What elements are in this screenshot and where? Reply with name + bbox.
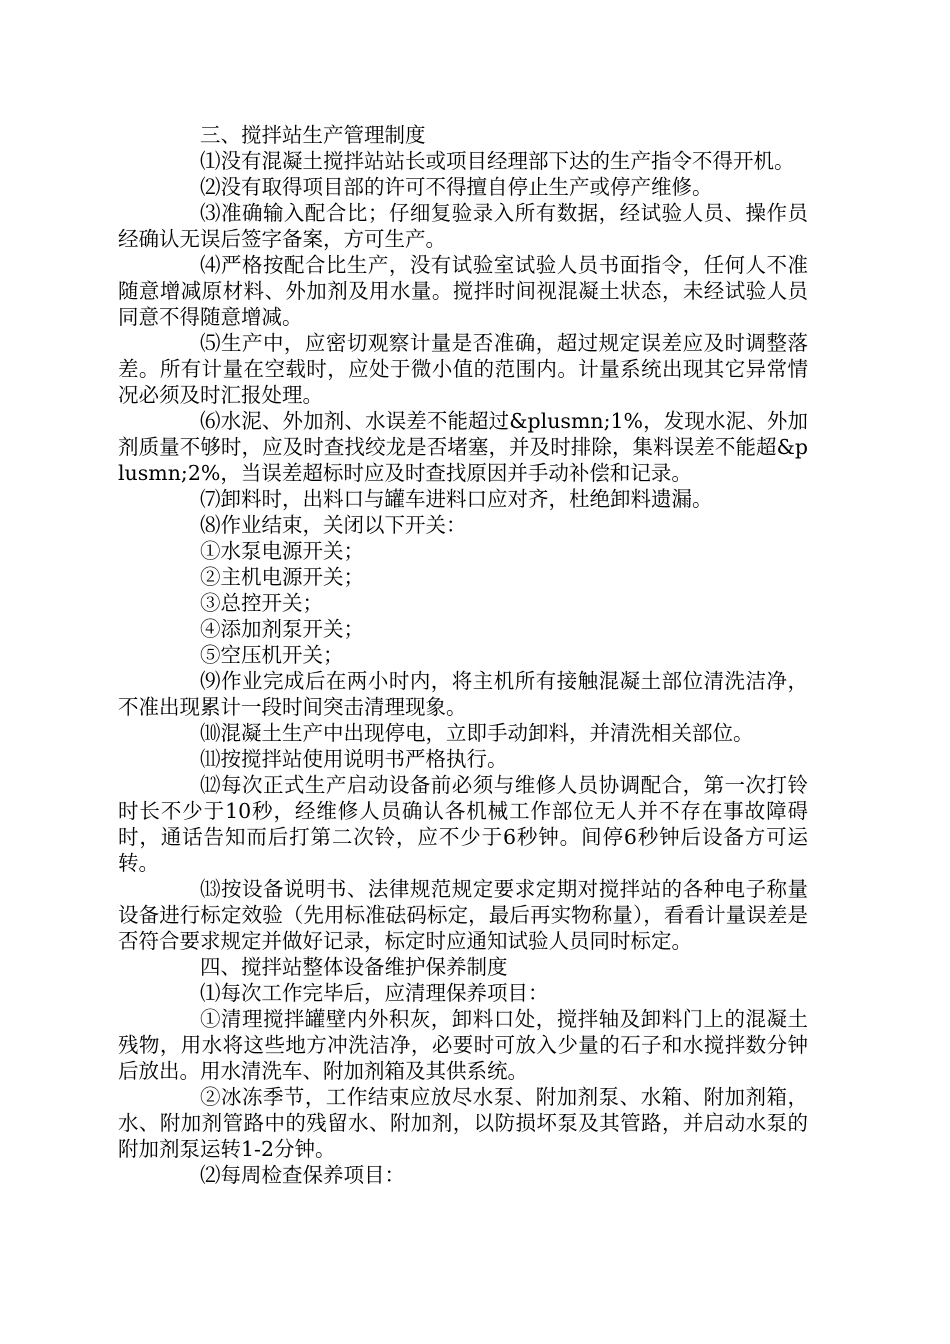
- paragraph: ⑿每次正式生产启动设备前必须与维修人员协调配合，第一次打铃时长不少于10秒，经维修人员确认各机械工作部位无人并不存在事故障碍时，通话告知而后打第二次铃，应不少于6秒钟。间停6秒钟后设备方可运转。: [118, 773, 808, 875]
- section-heading: 三、搅拌站生产管理制度: [200, 123, 426, 147]
- paragraph: ⑻作业结束，关闭以下开关：: [200, 513, 467, 537]
- paragraph: ⑾按搅拌站使用说明书严格执行。: [200, 747, 508, 771]
- section-heading: 四、搅拌站整体设备维护保养制度: [200, 955, 508, 979]
- paragraph: ⑽混凝土生产中出现停电，立即手动卸料，并清洗相关部位。: [200, 721, 754, 745]
- paragraph: ⑷严格按配合比生产，没有试验室试验人员书面指令，任何人不准随意增减原材料、外加剂及用水量。搅拌时间视混凝土状态，未经试验人员同意不得随意增减。: [118, 253, 808, 329]
- paragraph: ⑹水泥、外加剂、水误差不能超过&plusmn;1%，发现水泥、外加剂质量不够时，应及时查找绞龙是否堵塞，并及时排除，集料误差不能超&plusmn;2%，当误差超标时应及时查找原因并手动补偿和记录。: [118, 409, 808, 485]
- paragraph: ①清理搅拌罐壁内外积灰，卸料口处，搅拌轴及卸料门上的混凝土残物，用水将这些地方冲洗洁净，必要时可放入少量的石子和水搅拌数分钟后放出。用水清洗车、附加剂箱及其供系统。: [118, 1007, 808, 1083]
- list-item: ③总控开关；: [200, 591, 323, 615]
- document-body: [118, 122, 808, 1188]
- list-item: ④添加剂泵开关；: [200, 617, 364, 641]
- list-item: ⑤空压机开关；: [200, 643, 344, 667]
- paragraph: ⑵每周检查保养项目：: [200, 1163, 405, 1187]
- paragraph: ⑸生产中，应密切观察计量是否准确，超过规定误差应及时调整落差。所有计量在空载时，应处于微小值的范围内。计量系统出现其它异常情况必须及时汇报处理。: [118, 331, 808, 407]
- paragraph: ⑺卸料时，出料口与罐车进料口应对齐，杜绝卸料遗漏。: [200, 487, 713, 511]
- list-item: ②主机电源开关；: [200, 565, 364, 589]
- list-item: ①水泵电源开关；: [200, 539, 364, 563]
- paragraph: ②冰冻季节，工作结束应放尽水泵、附加剂泵、水箱、附加剂箱，水、附加剂管路中的残留水、附加剂，以防损坏泵及其管路，并启动水泵的附加剂泵运转1-2分钟。: [118, 1085, 808, 1161]
- paragraph: ⑼作业完成后在两小时内，将主机所有接触混凝土部位清洗洁净，不准出现累计一段时间突击清理现象。: [118, 669, 808, 719]
- paragraph: ⒀按设备说明书、法律规范规定要求定期对搅拌站的各种电子称量设备进行标定效验（先用标准砝码标定，最后再实物称量），看看计量误差是否符合要求规定并做好记录，标定时应通知试验人员同时标定。: [118, 877, 808, 953]
- paragraph: ⑵没有取得项目部的许可不得擅自停止生产或停产维修。: [200, 175, 713, 199]
- paragraph: ⑴没有混凝土搅拌站站长或项目经理部下达的生产指令不得开机。: [200, 149, 795, 173]
- paragraph: ⑴每次工作完毕后，应清理保养项目：: [200, 981, 549, 1005]
- paragraph: ⑶准确输入配合比；仔细复验录入所有数据，经试验人员、操作员经确认无误后签字备案，方可生产。: [118, 201, 808, 251]
